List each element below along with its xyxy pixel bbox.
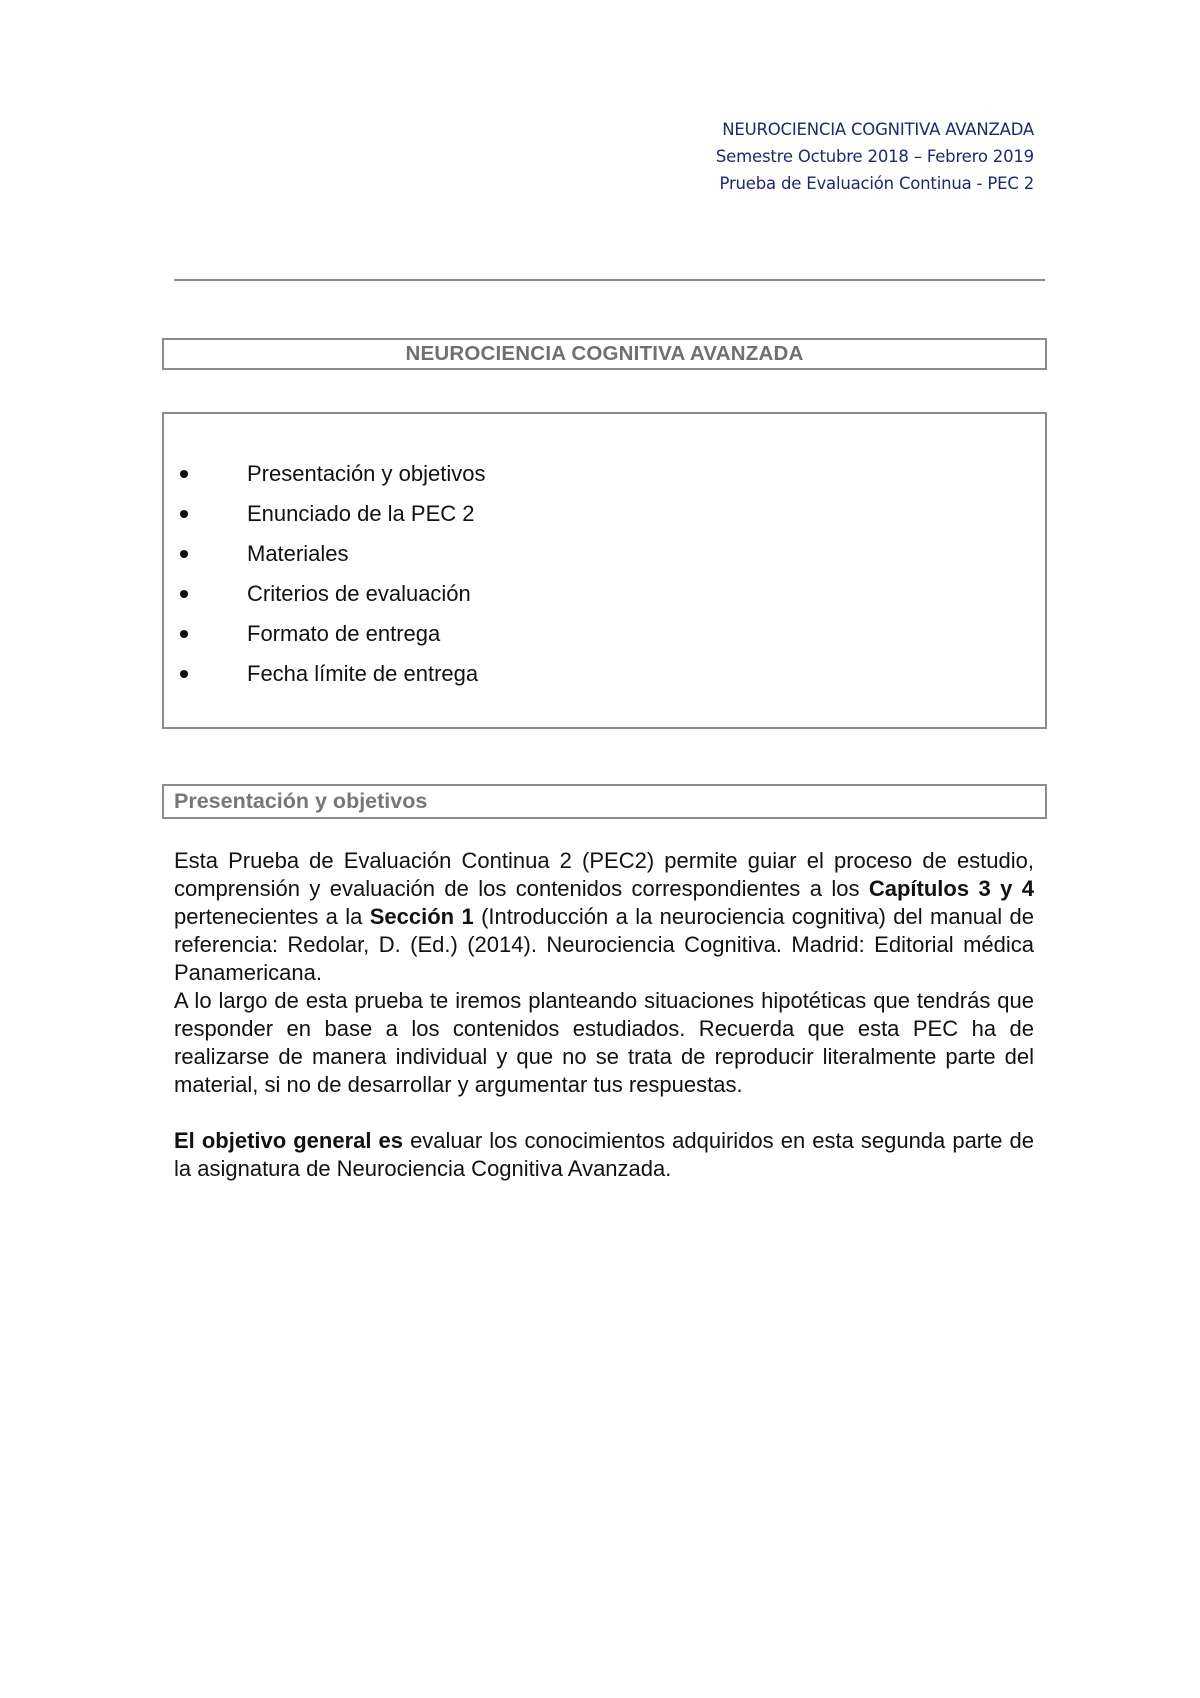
toc-item [164, 654, 1045, 694]
header-semester: Semestre Octubre 2018 – Febrero 2019 [715, 147, 1034, 166]
bullet-icon [180, 630, 188, 638]
bullet-icon [180, 550, 188, 558]
toc-item [164, 534, 1045, 574]
bold-text: Sección 1 [369, 904, 474, 929]
paragraph-text: evaluar los conocimientos adquiridos en esta segunda parte de la asignatura de Neurociencia Cognitiva Avanzada. [174, 1128, 1034, 1181]
toc-item-label: Presentación y objetivos [247, 461, 486, 486]
table-of-contents [162, 412, 1047, 729]
document-title: NEUROCIENCIA COGNITIVA AVANZADA [405, 342, 804, 365]
header-course: NEUROCIENCIA COGNITIVA AVANZADA [722, 120, 1034, 139]
paragraph-situations: A lo largo de esta prueba te iremos planteando situaciones hipotéticas que tendrás que responder en base a los contenidos estudiados. Recuerda que esta PEC ha de realizarse de manera individual y que no se trata de reproducir literalmente parte del material, si no de desarrollar y argumentar tus respuestas. [174, 988, 1034, 1097]
toc-item-label: Formato de entrega [247, 621, 441, 646]
toc-item-label: Enunciado de la PEC 2 [247, 501, 475, 526]
bullet-icon [180, 470, 188, 478]
bullet-icon [180, 510, 188, 518]
toc-list [164, 454, 1045, 694]
paragraph-objective [174, 1127, 1034, 1183]
bullet-icon [180, 670, 188, 678]
header-test: Prueba de Evaluación Continua - PEC 2 [719, 174, 1034, 193]
toc-item-label: Fecha límite de entrega [247, 661, 479, 686]
toc-item [164, 574, 1045, 614]
section-heading-box [162, 784, 1047, 819]
bold-text: Capítulos 3 y 4 [868, 876, 1034, 901]
toc-item-label: Criterios de evaluación [247, 581, 471, 606]
bold-text: El objetivo general es [174, 1128, 404, 1153]
paragraph-intro [174, 847, 1034, 987]
toc-item [164, 454, 1045, 494]
toc-item-label: Materiales [247, 541, 349, 566]
section-body [174, 847, 1034, 1183]
paragraph-text: (Introducción a la neurociencia cognitiva) del manual de referencia: Redolar, D. (Ed.) (2014). Neurociencia Cognitiva. Madrid: Editorial médica Panamericana. [174, 904, 1034, 985]
section-heading: Presentación y objetivos [174, 789, 428, 813]
bullet-icon [180, 590, 188, 598]
title-box [162, 338, 1047, 370]
paragraph-text: Esta Prueba de Evaluación Continua 2 (PEC2) permite guiar el proceso de estudio, comprensión y evaluación de los contenidos correspondientes a los [174, 848, 1034, 901]
horizontal-rule [174, 279, 1045, 281]
paragraph-text: pertenecientes a la [174, 904, 370, 929]
page-header [716, 116, 1034, 197]
toc-item [164, 494, 1045, 534]
toc-item [164, 614, 1045, 654]
